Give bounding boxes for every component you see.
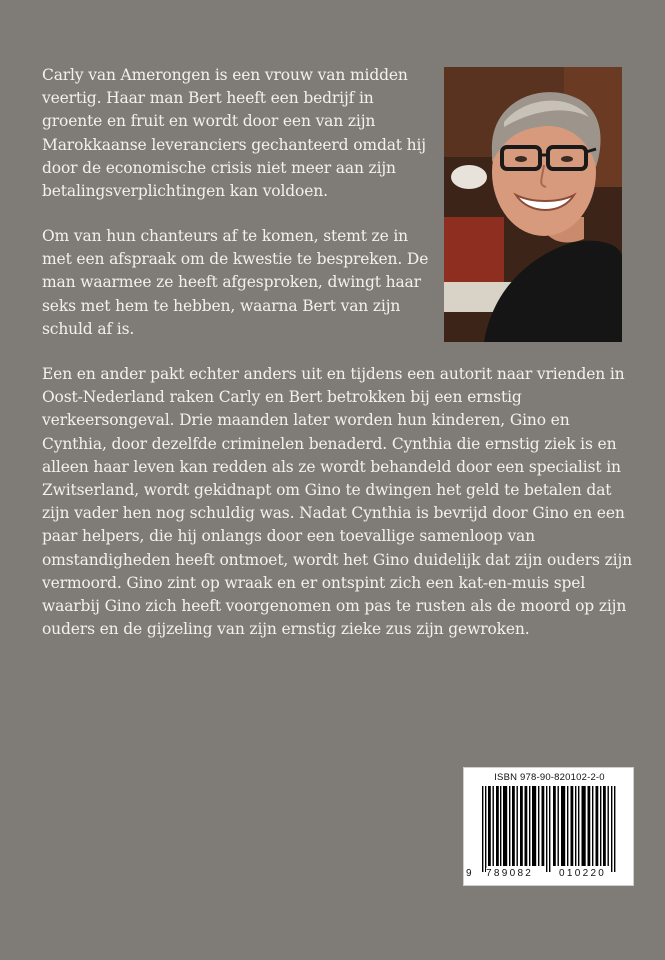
blurb-paragraph-2: Om van hun chanteurs af te komen, stemt ze in met een afspraak om de kwestie te bespreken. De man waarmee ze heeft afgesproken, dwingt haar seks met hem te hebben, waarna Bert van zijn schuld af is. [42, 227, 429, 338]
isbn-barcode [463, 767, 634, 886]
barcode-digits-right: 010220 [559, 868, 607, 879]
isbn-label: ISBN 978-90-820102-2-0 [494, 772, 605, 783]
author-photo [444, 67, 622, 342]
blurb-paragraph-1: Carly van Amerongen is een vrouw van midden veertig. Haar man Bert heeft een bedrijf in groente en fruit en wordt door een van zijn Marokkaanse leveranciers gechanteerd omdat hij door de economische crisis niet meer aan zijn betalingsverplichtingen kan voldoen. [42, 66, 426, 201]
barcode-bars [474, 786, 626, 872]
blurb-paragraph-3: Een en ander pakt echter anders uit en tijdens een autorit naar vrienden in Oost-Nederland raken Carly en Bert betrokken bij een ernstig verkeersongeval. Drie maanden later worden hun kinderen, Gino en Cynthia, door dezelfde criminelen benaderd. Cynthia die ernstig ziek is en alleen haar leven kan redden als ze wordt behandeld door een specialist in Zwitserland, wordt gekidnapt om Gino te dwingen het geld te betalen dat zijn vader hen nog schuldig was. Nadat Cynthia is bevrijd door Gino en een paar helpers, die hij onlangs door een toevallige samenloop van omstandigheden heeft ontmoet, wordt het Gino duidelijk dat zijn ouders zijn vermoord. Gino zint op wraak en er ontspint zich een kat-en-muis spel waarbij Gino zich heeft voorgenomen om pas te rusten als de moord op zijn ouders en de gijzeling van zijn ernstig zieke zus zijn gewroken. [42, 365, 632, 639]
barcode-digit-first: 9 [466, 868, 472, 879]
barcode-digits-left: 789082 [486, 868, 534, 879]
